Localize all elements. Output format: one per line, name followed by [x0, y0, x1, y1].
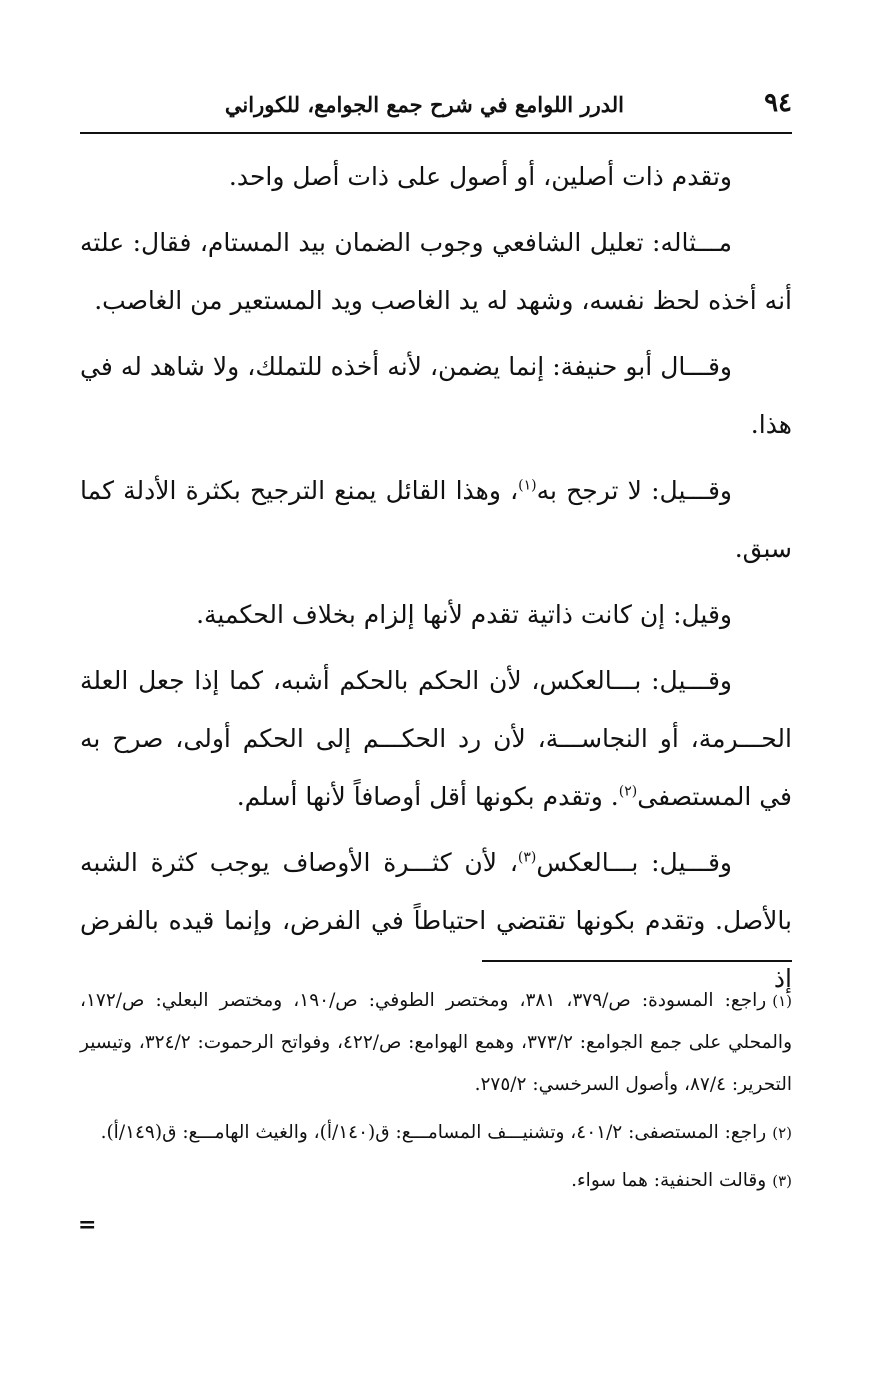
footnote-marker: (٢) [772, 1124, 792, 1142]
header-rule [80, 132, 792, 134]
paragraph [80, 148, 792, 206]
footnote [80, 1160, 792, 1202]
footnote-text: راجع: المستصفى: ٤٠١/٢، وتشنيـــف المسامـــع: ق(١٤٠/أ)، والغيث الهامـــع: ق(١٤٩/أ). [100, 1122, 767, 1143]
footnote-text: راجع: المسودة: ص/٣٧٩، ٣٨١، ومختصر الطوفي: ص/١٩٠، ومختصر البعلي: ص/١٧٢، والمحلي على جمع الجوامع: ٣٧٣/٢، وهمع الهوامع: ص/٤٢٢، وفواتح الرحموت: ٣٢٤/٢، وتيسير التحرير: ٨٧/٤، وأصول السرخسي: ٢٧٥/٢. [80, 990, 792, 1095]
paragraph-text: ، وهذا القائل يمنع الترجيح بكثرة الأدلة كما سبق. [80, 476, 792, 563]
running-title: الدرر اللوامع في شرح جمع الجوامع، للكوراني [224, 92, 624, 117]
footnote [80, 1112, 792, 1154]
paragraph-text: وتقدم ذات أصلين، أو أصول على ذات أصل واحد. [228, 162, 732, 191]
page-number: ٩٤ [764, 88, 792, 118]
footnote-separator [482, 960, 792, 962]
continuation-mark: = [78, 1212, 97, 1238]
paragraph [80, 652, 792, 826]
paragraph-text: وقـــيل: لا ترجح به [536, 476, 732, 505]
paragraph-text: مـــثاله: تعليل الشافعي وجوب الضمان بيد المستام، فقال: علته أنه أخذه لحظ نفسه، وشهد له يد الغاصب ويد المستعير من الغاصب. [80, 228, 792, 315]
paragraph [80, 338, 792, 454]
paragraph [80, 214, 792, 330]
paragraph-text: . وتقدم بكونها أقل أوصافاً لأنها أسلم. [236, 782, 619, 811]
paragraph-text: وقيل: إن كانت ذاتية تقدم لأنها إلزام بخلاف الحكمية. [196, 600, 732, 629]
main-text [80, 148, 792, 1016]
footnote-marker: (١) [772, 992, 792, 1010]
footnote-reference[interactable]: (٢) [618, 783, 638, 800]
page-header [80, 88, 792, 128]
paragraph [80, 462, 792, 578]
paragraph-text: وقـــال أبو حنيفة: إنما يضمن، لأنه أخذه للتملك، ولا شاهد له في هذا. [80, 352, 792, 439]
paragraph-text: وقـــيل: بـــالعكس [536, 848, 732, 877]
paragraph-text: وقـــيل: بـــالعكس، لأن الحكم بالحكم أشبه، كما إذا جعل العلة الحـــرمة، أو النجاســـة، لأن رد الحكـــم إلى الحكم أولى، صرح به في المستصفى [80, 666, 792, 811]
footnote-reference[interactable]: (١) [518, 477, 537, 494]
paragraph [80, 586, 792, 644]
footnote [80, 980, 792, 1106]
footnotes [80, 980, 792, 1208]
paragraph-text: ، لأن كثـــرة الأوصاف يوجب كثرة الشبه بالأصل. وتقدم بكونها تقتضي احتياطاً في الفرض، وإنما قيده بالفرض إذ [80, 848, 792, 993]
footnote-text: وقالت الحنفية: هما سواء. [571, 1170, 767, 1191]
footnote-reference[interactable]: (٣) [517, 849, 537, 866]
footnote-marker: (٣) [772, 1172, 792, 1190]
